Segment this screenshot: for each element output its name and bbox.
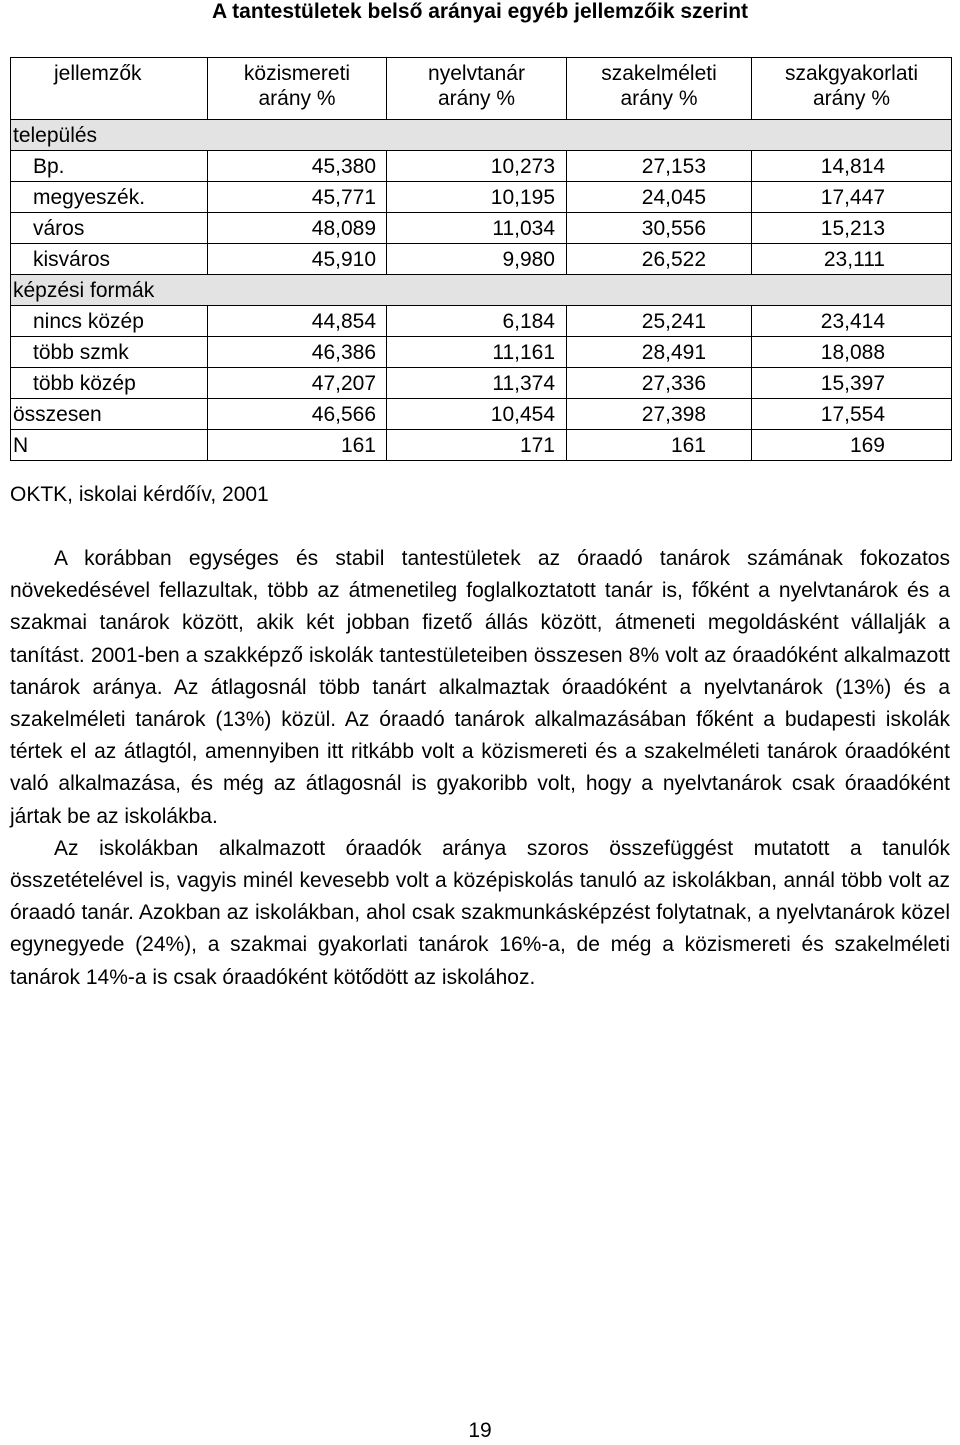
table-row	[11, 368, 952, 399]
row-label: összesen	[11, 399, 208, 430]
row-label: N	[11, 430, 208, 461]
row-label: kisváros	[11, 244, 208, 275]
cell-nyelvtanar: 9,980	[387, 244, 567, 275]
header-kozismereti: közismereti arány %	[208, 58, 387, 120]
cell-kozismereti: 161	[208, 430, 387, 461]
cell-nyelvtanar: 10,454	[387, 399, 567, 430]
cell-nyelvtanar: 10,195	[387, 182, 567, 213]
cell-szakelmeleti: 25,241	[567, 306, 752, 337]
cell-nyelvtanar: 10,273	[387, 151, 567, 182]
cell-szakgyakorlati: 17,447	[752, 182, 952, 213]
cell-nyelvtanar: 11,034	[387, 213, 567, 244]
cell-szakgyakorlati: 15,213	[752, 213, 952, 244]
group-label: képzési formák	[11, 275, 952, 306]
paragraph: A korábban egységes és stabil tantestületek az óraadó tanárok számának fokozatos növekedésével fellazultak, több az átmenetileg foglalkoztatott tanár is, főként a nyelvtanárok és a szakmai tanárok között, akik két jobban fizető állás között, átmeneti megoldásként vállalják a tanítást. 2001-ben a szakképző iskolák tantestületeiben összesen 8% volt az óraadóként alkalmazott tanárok aránya. Az átlagosnál több tanárt alkalmaztak óraadóként a nyelvtanárok (13%) és a szakelméleti tanárok (13%) közül. Az óraadó tanárok alkalmazásában főként a budapesti iskolák tértek el az átlagtól, amennyiben itt ritkább volt a közismereti és a szakelméleti tanárok óraadóként való alkalmazása, és még az átlagosnál is gyakoribb volt, hogy a nyelvtanárok csak óraadóként jártak be az iskolákba.	[10, 547, 950, 828]
cell-szakelmeleti: 28,491	[567, 337, 752, 368]
cell-nyelvtanar: 6,184	[387, 306, 567, 337]
cell-szakgyakorlati: 15,397	[752, 368, 952, 399]
page-title: A tantestületek belső arányai egyéb jellemzőik szerint	[211, 0, 749, 23]
body-text	[10, 543, 950, 994]
header-jellemzok: jellemzők	[11, 58, 208, 120]
table-row	[11, 244, 952, 275]
header-szakelmeleti: szakelméleti arány %	[567, 58, 752, 120]
table-row	[11, 151, 952, 182]
cell-nyelvtanar: 11,161	[387, 337, 567, 368]
cell-kozismereti: 46,566	[208, 399, 387, 430]
cell-szakgyakorlati: 17,554	[752, 399, 952, 430]
table-row	[11, 213, 952, 244]
cell-nyelvtanar: 11,374	[387, 368, 567, 399]
row-label: nincs közép	[11, 306, 208, 337]
row-label: megyeszék.	[11, 182, 208, 213]
cell-szakelmeleti: 27,153	[567, 151, 752, 182]
cell-szakelmeleti: 24,045	[567, 182, 752, 213]
paragraph: Az iskolákban alkalmazott óraadók aránya szoros összefüggést mutatott a tanulók összetételével is, vagyis minél kevesebb volt a középiskolás tanuló az iskolákban, annál több volt az óraadó tanár. Azokban az iskolákban, ahol csak szakmunkásképzést folytatnak, a nyelvtanárok közel egynegyede (24%), a szakmai gyakorlati tanárok 16%-a, de még a közismereti és szakelméleti tanárok 14%-a is csak óraadóként kötődött az iskolához.	[10, 836, 950, 989]
cell-kozismereti: 45,910	[208, 244, 387, 275]
cell-kozismereti: 48,089	[208, 213, 387, 244]
row-label: Bp.	[11, 151, 208, 182]
header-szakgyakorlati: szakgyakorlati arány %	[752, 58, 952, 120]
table-row	[11, 182, 952, 213]
cell-kozismereti: 45,380	[208, 151, 387, 182]
row-label: több közép	[11, 368, 208, 399]
cell-szakelmeleti: 27,336	[567, 368, 752, 399]
cell-szakgyakorlati: 23,111	[752, 244, 952, 275]
cell-szakgyakorlati: 169	[752, 430, 952, 461]
cell-kozismereti: 45,771	[208, 182, 387, 213]
cell-szakelmeleti: 30,556	[567, 213, 752, 244]
table-row	[11, 306, 952, 337]
row-label: több szmk	[11, 337, 208, 368]
cell-kozismereti: 47,207	[208, 368, 387, 399]
cell-szakgyakorlati: 23,414	[752, 306, 952, 337]
table-row	[11, 337, 952, 368]
total-row	[11, 399, 952, 430]
group-row-kepzesi-formak	[11, 275, 952, 306]
cell-szakelmeleti: 161	[567, 430, 752, 461]
cell-szakelmeleti: 27,398	[567, 399, 752, 430]
cell-szakgyakorlati: 14,814	[752, 151, 952, 182]
n-row	[11, 430, 952, 461]
page-number: 19	[468, 1419, 492, 1442]
group-row-telepules	[11, 120, 952, 151]
cell-szakelmeleti: 26,522	[567, 244, 752, 275]
cell-nyelvtanar: 171	[387, 430, 567, 461]
staff-ratio-table	[10, 57, 952, 461]
row-label: város	[11, 213, 208, 244]
cell-kozismereti: 44,854	[208, 306, 387, 337]
cell-szakgyakorlati: 18,088	[752, 337, 952, 368]
table-header-row	[11, 58, 952, 120]
table-source-note: OKTK, iskolai kérdőív, 2001	[10, 483, 269, 506]
cell-kozismereti: 46,386	[208, 337, 387, 368]
group-label: település	[11, 120, 952, 151]
header-nyelvtanar: nyelvtanár arány %	[387, 58, 567, 120]
